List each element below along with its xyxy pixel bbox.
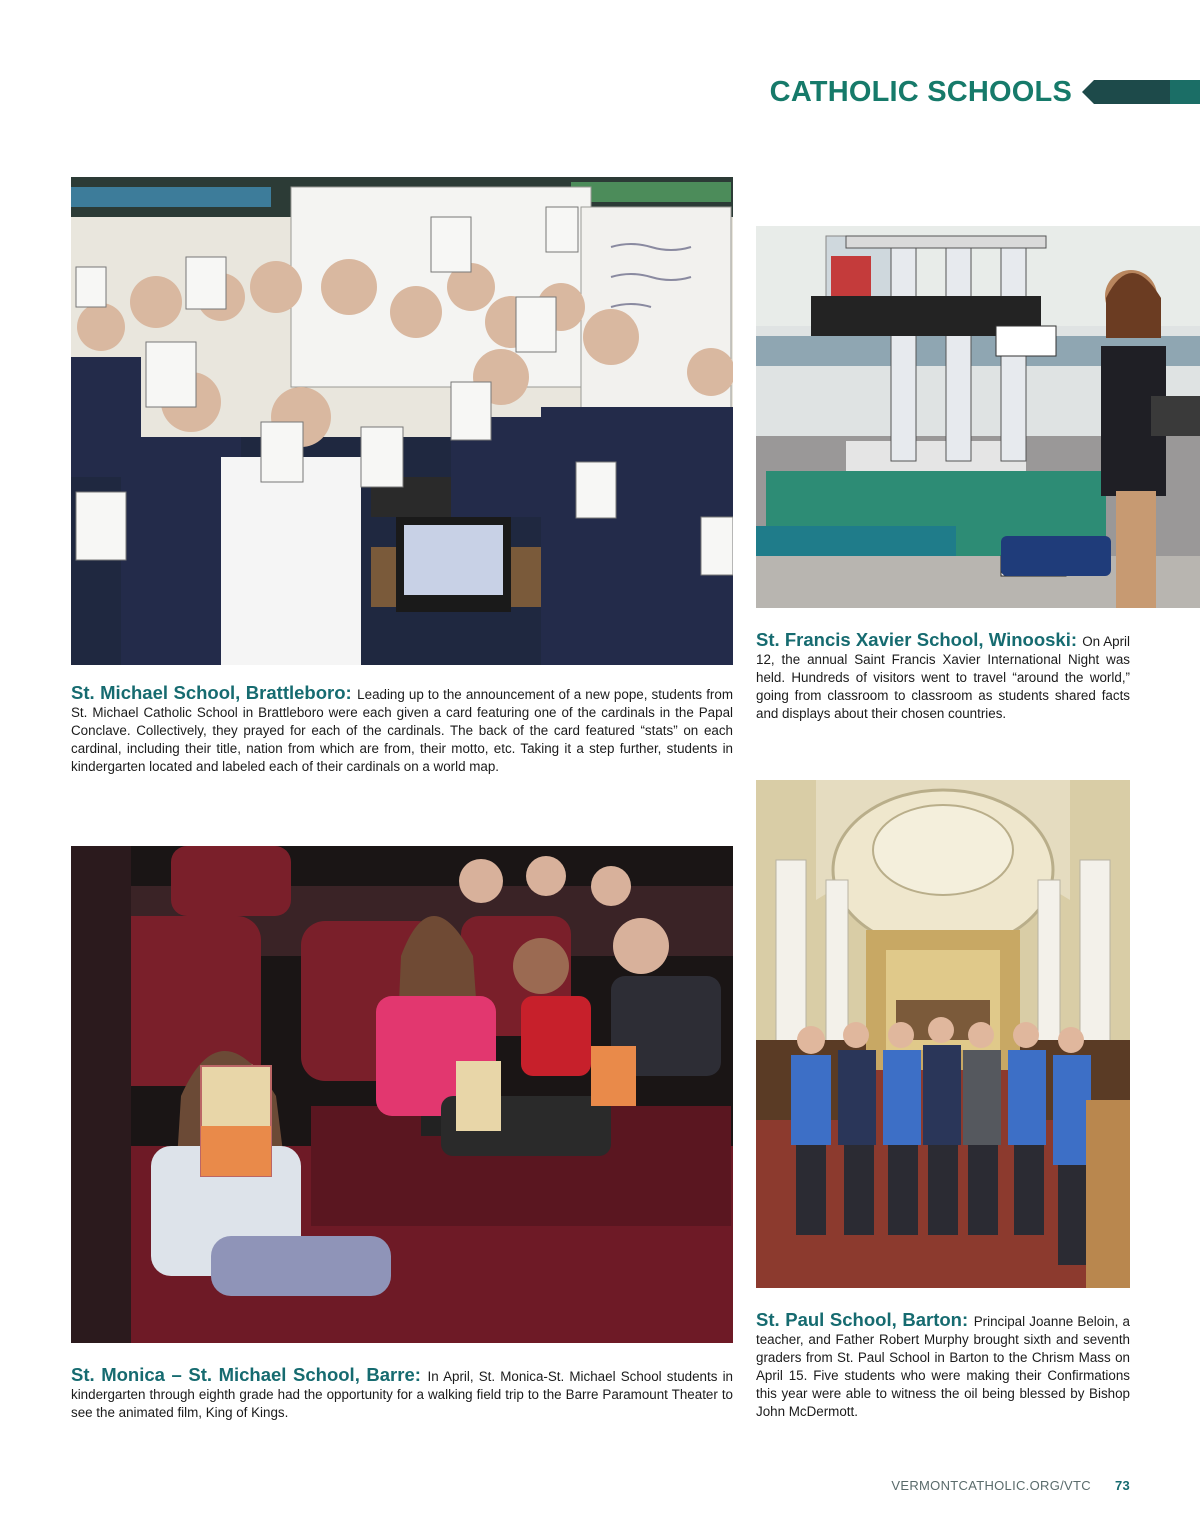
caption-heading: St. Michael School, Brattleboro:: [71, 682, 358, 703]
caption-body: Principal Joanne Beloin, a teacher, and Father Robert Murphy brought sixth and seventh graders from St. Paul School in Barton to the Chrism Mass on April 15. Five students who were making their Confirmations this year were able to witness the oil being blessed by Bishop John McDermott.: [756, 1314, 1130, 1419]
page-footer: [891, 1478, 1130, 1493]
photo-paramount-theater-field-trip: [71, 846, 733, 1343]
caption-st-michael-brattleboro: [71, 684, 733, 776]
caption-body: On April 12, the annual Saint Francis Xavier International Night was held. Hundreds of visitors went to travel “around the world,” going from classroom to classroom as students shared facts and displays about their chosen countries.: [756, 634, 1130, 721]
caption-heading: St. Francis Xavier School, Winooski:: [756, 629, 1083, 650]
caption-st-francis-xavier-winooski: [756, 631, 1130, 723]
section-title: CATHOLIC SCHOOLS: [769, 76, 1072, 108]
caption-heading: St. Paul School, Barton:: [756, 1309, 974, 1330]
caption-st-paul-barton: [756, 1311, 1130, 1421]
photo-chrism-mass-church: [756, 780, 1130, 1288]
footer-site[interactable]: VERMONTCATHOLIC.ORG/VTC: [891, 1478, 1091, 1493]
caption-body: Leading up to the announcement of a new pope, students from St. Michael Catholic School in Brattleboro were each given a card featuring one of the cardinals in the Papal Conclave. Collectively, they prayed for each of the cardinals. The back of the card featured “stats” on each cardinal, including their title, nation from which are from, their motto, etc. Taking it a step further, students in kindergarten located and labeled each of their cardinals on a world map.: [71, 687, 733, 774]
photo-classroom-cardinal-cards: [71, 177, 733, 665]
photo-international-night-display: [756, 226, 1200, 608]
header-tab-arrow: [1082, 80, 1200, 104]
caption-body: In April, St. Monica-St. Michael School students in kindergarten through eighth grade had the opportunity for a walking field trip to the Barre Paramount Theater to see the animated film, King of Kings.: [71, 1369, 733, 1420]
caption-heading: St. Monica – St. Michael School, Barre:: [71, 1364, 428, 1385]
caption-st-monica-st-michael-barre: [71, 1366, 733, 1422]
page-number: 73: [1114, 1478, 1130, 1493]
